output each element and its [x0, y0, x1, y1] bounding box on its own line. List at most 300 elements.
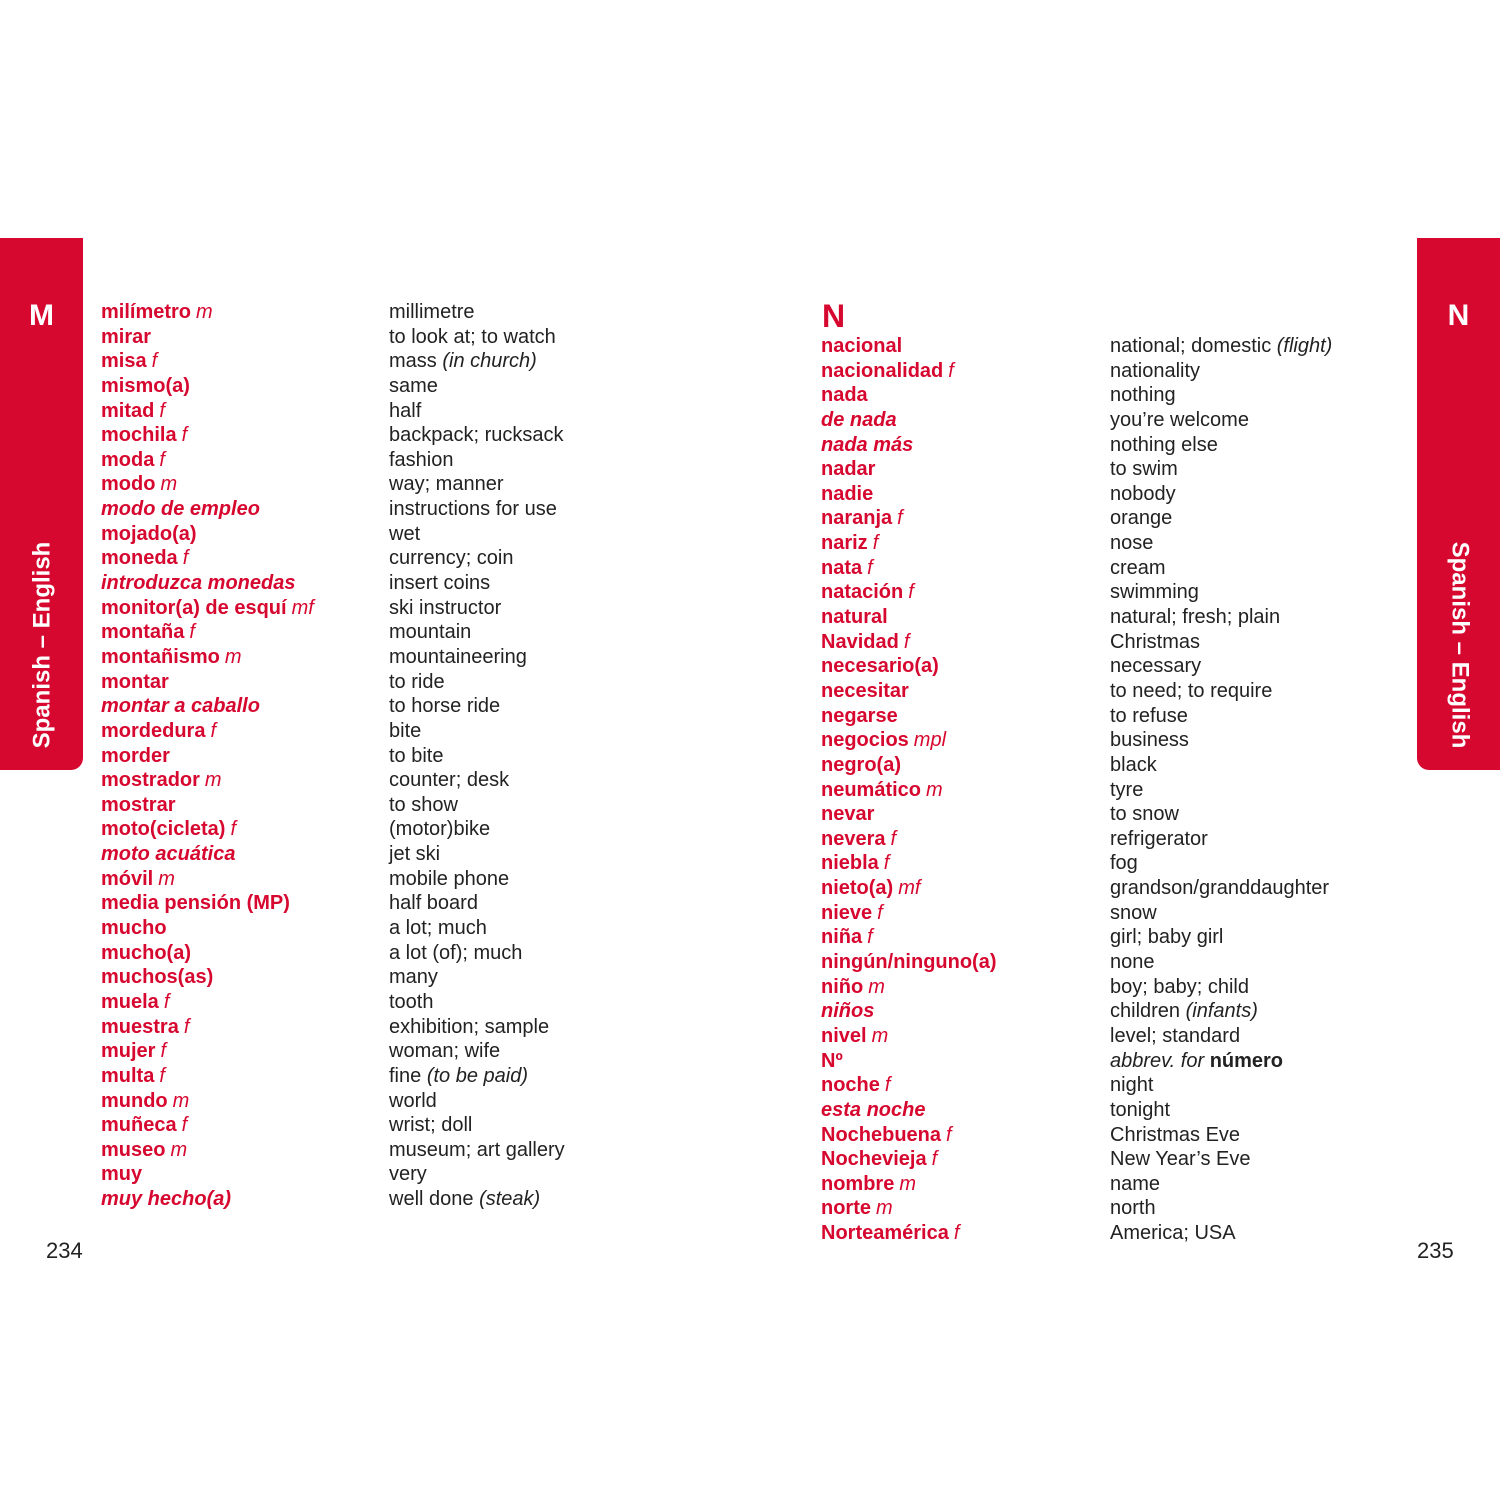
translation-text: tonight — [1110, 1098, 1171, 1121]
headword: Navidad — [821, 630, 899, 653]
translation-entry — [1110, 1098, 1332, 1123]
gender-label: m — [158, 867, 175, 890]
headword: misa — [101, 350, 147, 373]
translation-text: fashion — [389, 448, 454, 471]
headword-entry — [101, 497, 314, 522]
translation-entry — [1110, 506, 1332, 531]
gender-label: m — [868, 975, 885, 998]
tab-letter: N — [1447, 299, 1470, 332]
side-tab-right — [1417, 238, 1500, 770]
translation-entry — [1110, 482, 1332, 507]
tab-language-label — [1439, 535, 1479, 755]
headword-entry — [821, 1147, 997, 1172]
translation-text: national; domestic — [1110, 335, 1272, 357]
headword-entry — [101, 1113, 314, 1138]
headword-entry — [821, 408, 997, 433]
headword: Nº — [821, 1049, 843, 1072]
gender-label: f — [183, 1015, 190, 1038]
translation-text: to refuse — [1110, 704, 1188, 727]
headword-entry — [821, 654, 997, 679]
headword-entry — [101, 1138, 314, 1163]
translation-text: natural; fresh; plain — [1110, 606, 1281, 629]
translation-entry — [1110, 359, 1332, 384]
translation-text: wrist; doll — [389, 1114, 473, 1137]
headword: nombre — [821, 1172, 895, 1195]
headword: Nochevieja — [821, 1148, 927, 1171]
translation-text: a lot (of); much — [389, 941, 523, 964]
translation-text: snow — [1110, 901, 1157, 924]
translation-entry — [389, 571, 565, 596]
translation-text: mass — [389, 350, 437, 373]
translation-text: jet ski — [389, 843, 441, 866]
gender-label: f — [953, 1222, 960, 1245]
translation-text: swimming — [1110, 581, 1199, 604]
gender-label: f — [883, 852, 890, 875]
translation-entry — [1110, 1221, 1332, 1246]
headword: montañismo — [101, 645, 220, 668]
translation-entry — [389, 990, 565, 1015]
translation-entry — [1110, 531, 1332, 556]
gender-label: f — [160, 1040, 167, 1063]
translation-entry — [1110, 1196, 1332, 1221]
section-letter-heading: N — [822, 298, 846, 334]
translation-text: insert coins — [389, 572, 491, 595]
headword: nevera — [821, 827, 886, 850]
gender-label: m — [871, 1024, 889, 1047]
translation-text: name — [1110, 1172, 1161, 1195]
headword-entry — [101, 645, 314, 670]
headword: necesitar — [821, 679, 909, 702]
gender-label: m — [170, 1138, 188, 1161]
gender-label: f — [182, 547, 189, 570]
translation-entry — [389, 349, 565, 374]
headword-entry — [821, 753, 997, 778]
headword-entry — [821, 728, 997, 753]
headword: mucho(a) — [101, 941, 191, 964]
gender-label: m — [926, 778, 943, 801]
headword-entry — [821, 851, 997, 876]
headword-entry — [821, 433, 997, 458]
gender-label: mf — [291, 596, 314, 619]
translation-entry — [1110, 433, 1332, 458]
gender-label: m — [204, 769, 222, 792]
headword: modo — [101, 473, 156, 496]
headword: mitad — [101, 399, 155, 422]
headword-entry — [101, 670, 314, 695]
translation-text: level; standard — [1110, 1024, 1241, 1047]
translation-text: millimetre — [389, 301, 475, 323]
headword-entry — [101, 768, 314, 793]
headword: morder — [101, 744, 170, 767]
gender-label: f — [159, 448, 165, 471]
translation-entry — [389, 1089, 565, 1114]
headword-entry — [821, 359, 997, 384]
translation-text: nobody — [1110, 482, 1176, 505]
translation-text: refrigerator — [1110, 827, 1208, 850]
headword-entry — [101, 399, 314, 424]
side-tab-left — [0, 238, 83, 770]
translation-text: ski instructor — [389, 596, 502, 619]
translation-entry — [389, 891, 565, 916]
headword-entry — [821, 334, 997, 359]
headword-entry — [821, 679, 997, 704]
translation-text: black — [1110, 753, 1157, 776]
gender-label: f — [159, 399, 165, 422]
translation-text: boy; baby; child — [1110, 975, 1249, 998]
headword-entry — [821, 999, 997, 1024]
headword: mordedura — [101, 719, 206, 742]
left-translation-column — [389, 300, 565, 1212]
headword: moda — [101, 448, 155, 471]
headword-entry — [821, 1073, 997, 1098]
headword: nevar — [821, 803, 875, 826]
tab-language-label — [22, 535, 62, 755]
headword: multa — [101, 1064, 155, 1087]
headword: mostrar — [101, 793, 176, 816]
translation-text: many — [389, 966, 438, 989]
translation-entry — [389, 817, 565, 842]
headword-entry — [821, 556, 997, 581]
translation-text: orange — [1110, 507, 1173, 530]
translation-text: nothing else — [1110, 433, 1218, 456]
headword-entry — [101, 423, 314, 448]
gender-label: f — [948, 359, 954, 382]
headword-entry — [821, 778, 997, 803]
translation-entry — [389, 842, 565, 867]
translation-entry — [389, 670, 565, 695]
gender-label: f — [884, 1074, 891, 1097]
headword-entry — [101, 744, 314, 769]
abbreviation-note: abbrev. for — [1110, 1049, 1205, 1072]
translation-entry — [1110, 778, 1332, 803]
gender-label: m — [160, 473, 178, 496]
headword-entry — [101, 546, 314, 571]
translation-text: nothing — [1110, 384, 1176, 407]
translation-text: girl; baby girl — [1110, 926, 1224, 949]
usage-note: (flight) — [1276, 335, 1333, 357]
headword-entry — [821, 630, 997, 655]
gender-label: f — [890, 827, 897, 850]
translation-text: night — [1110, 1074, 1154, 1097]
translation-text: mobile phone — [389, 867, 510, 890]
page-number-left: 234 — [46, 1238, 83, 1263]
headword: muy — [101, 1163, 143, 1186]
headword-entry — [101, 867, 314, 892]
headword: mirar — [101, 325, 152, 348]
headword: muestra — [101, 1015, 179, 1038]
gender-label: f — [867, 926, 873, 949]
translation-text: half — [389, 399, 422, 422]
headword: nacionalidad — [821, 359, 944, 382]
usage-note: (in church) — [442, 350, 537, 373]
left-headword-column — [101, 300, 314, 1212]
translation-entry — [1110, 654, 1332, 679]
headword: monitor(a) de esquí — [101, 596, 287, 619]
gender-label: f — [230, 818, 237, 841]
translation-entry — [389, 694, 565, 719]
translation-entry — [1110, 334, 1332, 359]
translation-entry — [389, 522, 565, 547]
translation-text: bite — [389, 719, 422, 742]
translation-entry — [1110, 1147, 1332, 1172]
headword: natación — [821, 581, 904, 604]
headword-entry — [101, 325, 314, 350]
headword: ningún/ninguno(a) — [821, 951, 997, 974]
headword-entry — [821, 457, 997, 482]
translation-text: to horse ride — [389, 695, 501, 718]
gender-label: f — [181, 1114, 188, 1137]
headword-entry — [821, 482, 997, 507]
headword: mundo — [101, 1089, 168, 1112]
translation-entry — [1110, 556, 1332, 581]
headword: moneda — [101, 547, 178, 570]
translation-text: to need; to require — [1110, 679, 1273, 702]
headword: mismo(a) — [101, 374, 190, 397]
translation-entry — [389, 399, 565, 424]
headword-entry — [821, 506, 997, 531]
headword: móvil — [101, 867, 154, 890]
translation-text: currency; coin — [389, 547, 514, 570]
headword-entry — [101, 842, 314, 867]
translation-text: to snow — [1110, 803, 1179, 826]
translation-text: necessary — [1110, 655, 1202, 678]
headword: natural — [821, 606, 888, 629]
headword: de nada — [821, 408, 897, 431]
translation-entry — [1110, 901, 1332, 926]
headword-entry — [821, 901, 997, 926]
referenced-word: número — [1209, 1049, 1284, 1072]
right-headword-column — [821, 334, 997, 1246]
translation-entry — [389, 645, 565, 670]
translation-text: tyre — [1110, 778, 1144, 801]
translation-text: world — [389, 1089, 437, 1112]
headword-entry — [821, 802, 997, 827]
gender-label: mf — [898, 877, 921, 900]
headword-entry — [101, 694, 314, 719]
headword: negro(a) — [821, 753, 901, 776]
headword: nata — [821, 556, 863, 579]
page-number-right: 235 — [1417, 1238, 1454, 1263]
translation-text: Christmas — [1110, 630, 1201, 653]
headword: niños — [821, 1000, 875, 1023]
headword: modo de empleo — [101, 498, 260, 521]
headword-entry — [101, 300, 314, 325]
translation-text: fog — [1110, 852, 1138, 875]
translation-entry — [389, 620, 565, 645]
headword: muchos(as) — [101, 966, 214, 989]
translation-entry — [1110, 851, 1332, 876]
translation-entry — [389, 1162, 565, 1187]
translation-entry — [1110, 630, 1332, 655]
gender-label: mpl — [913, 729, 947, 752]
headword: mujer — [101, 1040, 156, 1063]
headword: muy hecho(a) — [101, 1188, 232, 1211]
translation-entry — [1110, 704, 1332, 729]
headword: norte — [821, 1197, 871, 1220]
gender-label: m — [224, 645, 242, 668]
headword: necesario(a) — [821, 655, 939, 678]
tab-language-text: Spanish – English — [28, 541, 55, 749]
headword-entry — [821, 1172, 997, 1197]
gender-label: f — [931, 1148, 938, 1171]
headword-entry — [101, 719, 314, 744]
headword-entry — [101, 571, 314, 596]
translation-entry — [1110, 925, 1332, 950]
translation-text: to show — [389, 793, 458, 816]
translation-text: woman; wife — [389, 1040, 501, 1063]
headword: nada más — [821, 433, 914, 456]
headword-entry — [101, 1064, 314, 1089]
translation-entry — [1110, 999, 1332, 1024]
translation-text: children — [1110, 1000, 1181, 1023]
translation-entry — [389, 448, 565, 473]
headword-entry — [101, 793, 314, 818]
headword: milímetro — [101, 301, 192, 323]
headword-entry — [821, 704, 997, 729]
translation-entry — [389, 596, 565, 621]
gender-label: f — [908, 581, 914, 604]
headword: nada — [821, 384, 868, 407]
translation-text: way; manner — [389, 473, 504, 496]
headword: Nochebuena — [821, 1123, 942, 1146]
headword-entry — [101, 990, 314, 1015]
usage-note: (to be paid) — [426, 1064, 528, 1087]
gender-label: f — [181, 424, 188, 447]
translation-entry — [1110, 975, 1332, 1000]
translation-entry — [389, 423, 565, 448]
headword: mochila — [101, 424, 177, 447]
translation-text: fine — [389, 1064, 422, 1087]
gender-label: f — [897, 507, 903, 530]
headword: moto(cicleta) — [101, 818, 226, 841]
headword-entry — [101, 620, 314, 645]
headword-entry — [821, 827, 997, 852]
headword: nieto(a) — [821, 877, 894, 900]
translation-entry — [389, 744, 565, 769]
headword-entry — [821, 580, 997, 605]
headword: museo — [101, 1138, 166, 1161]
translation-entry — [1110, 605, 1332, 630]
translation-entry — [1110, 383, 1332, 408]
headword: muela — [101, 990, 159, 1013]
headword-entry — [101, 1187, 314, 1212]
translation-entry — [389, 867, 565, 892]
gender-label: f — [159, 1064, 165, 1087]
translation-text: instructions for use — [389, 498, 557, 521]
headword-entry — [821, 1123, 997, 1148]
gender-label: f — [867, 556, 873, 579]
headword: naranja — [821, 507, 893, 530]
translation-entry — [1110, 950, 1332, 975]
headword: esta noche — [821, 1098, 926, 1121]
headword: nadie — [821, 482, 874, 505]
translation-entry — [389, 941, 565, 966]
headword: nadar — [821, 458, 876, 481]
headword-entry — [101, 1015, 314, 1040]
translation-entry — [389, 546, 565, 571]
translation-text: none — [1110, 951, 1155, 974]
gender-label: f — [903, 630, 910, 653]
gender-label: f — [877, 901, 883, 924]
translation-entry — [1110, 802, 1332, 827]
headword: montar — [101, 670, 169, 693]
headword-entry — [821, 1221, 997, 1246]
translation-text: you’re welcome — [1110, 408, 1249, 431]
headword-entry — [821, 925, 997, 950]
headword-entry — [101, 965, 314, 990]
translation-entry — [389, 719, 565, 744]
translation-entry — [389, 1015, 565, 1040]
headword-entry — [821, 950, 997, 975]
gender-label: m — [899, 1172, 917, 1195]
translation-entry — [1110, 1049, 1332, 1074]
headword-entry — [821, 876, 997, 901]
translation-text: a lot; much — [389, 917, 487, 940]
translation-entry — [389, 300, 565, 325]
headword-entry — [101, 1039, 314, 1064]
headword: montaña — [101, 621, 185, 644]
headword: introduzca monedas — [101, 572, 296, 595]
gender-label: f — [151, 350, 158, 373]
gender-label: f — [210, 719, 217, 742]
headword: mostrador — [101, 769, 200, 792]
gender-label: m — [196, 301, 213, 323]
translation-entry — [389, 472, 565, 497]
translation-text: New Year’s Eve — [1110, 1148, 1251, 1171]
tab-language-text: Spanish – English — [1446, 541, 1473, 749]
gender-label: f — [872, 532, 879, 555]
translation-entry — [389, 497, 565, 522]
headword-entry — [101, 891, 314, 916]
headword-entry — [101, 941, 314, 966]
translation-text: counter; desk — [389, 769, 510, 792]
translation-entry — [389, 1039, 565, 1064]
headword-entry — [101, 916, 314, 941]
translation-text: backpack; rucksack — [389, 424, 564, 447]
headword-entry — [101, 596, 314, 621]
gender-label: f — [163, 990, 170, 1013]
translation-entry — [389, 1187, 565, 1212]
translation-text: to swim — [1110, 458, 1178, 481]
headword: niño — [821, 975, 864, 998]
translation-text: nose — [1110, 532, 1154, 555]
translation-text: to bite — [389, 744, 444, 767]
headword-entry — [821, 975, 997, 1000]
translation-text: mountain — [389, 621, 472, 644]
translation-entry — [1110, 876, 1332, 901]
translation-entry — [1110, 728, 1332, 753]
headword: niña — [821, 926, 863, 949]
headword: muñeca — [101, 1114, 177, 1137]
translation-entry — [1110, 457, 1332, 482]
headword: neumático — [821, 778, 922, 801]
headword-entry — [101, 448, 314, 473]
headword: mucho — [101, 917, 167, 940]
headword-entry — [821, 531, 997, 556]
translation-entry — [1110, 1024, 1332, 1049]
translation-entry — [1110, 580, 1332, 605]
translation-text: cream — [1110, 556, 1166, 579]
tab-letter: M — [29, 299, 54, 332]
headword: montar a caballo — [101, 695, 260, 718]
translation-entry — [389, 1064, 565, 1089]
gender-label: f — [189, 621, 195, 644]
translation-entry — [1110, 1123, 1332, 1148]
translation-text: (motor)bike — [389, 818, 491, 841]
headword: negocios — [821, 729, 909, 752]
headword: negarse — [821, 704, 898, 727]
headword: nieve — [821, 901, 873, 924]
